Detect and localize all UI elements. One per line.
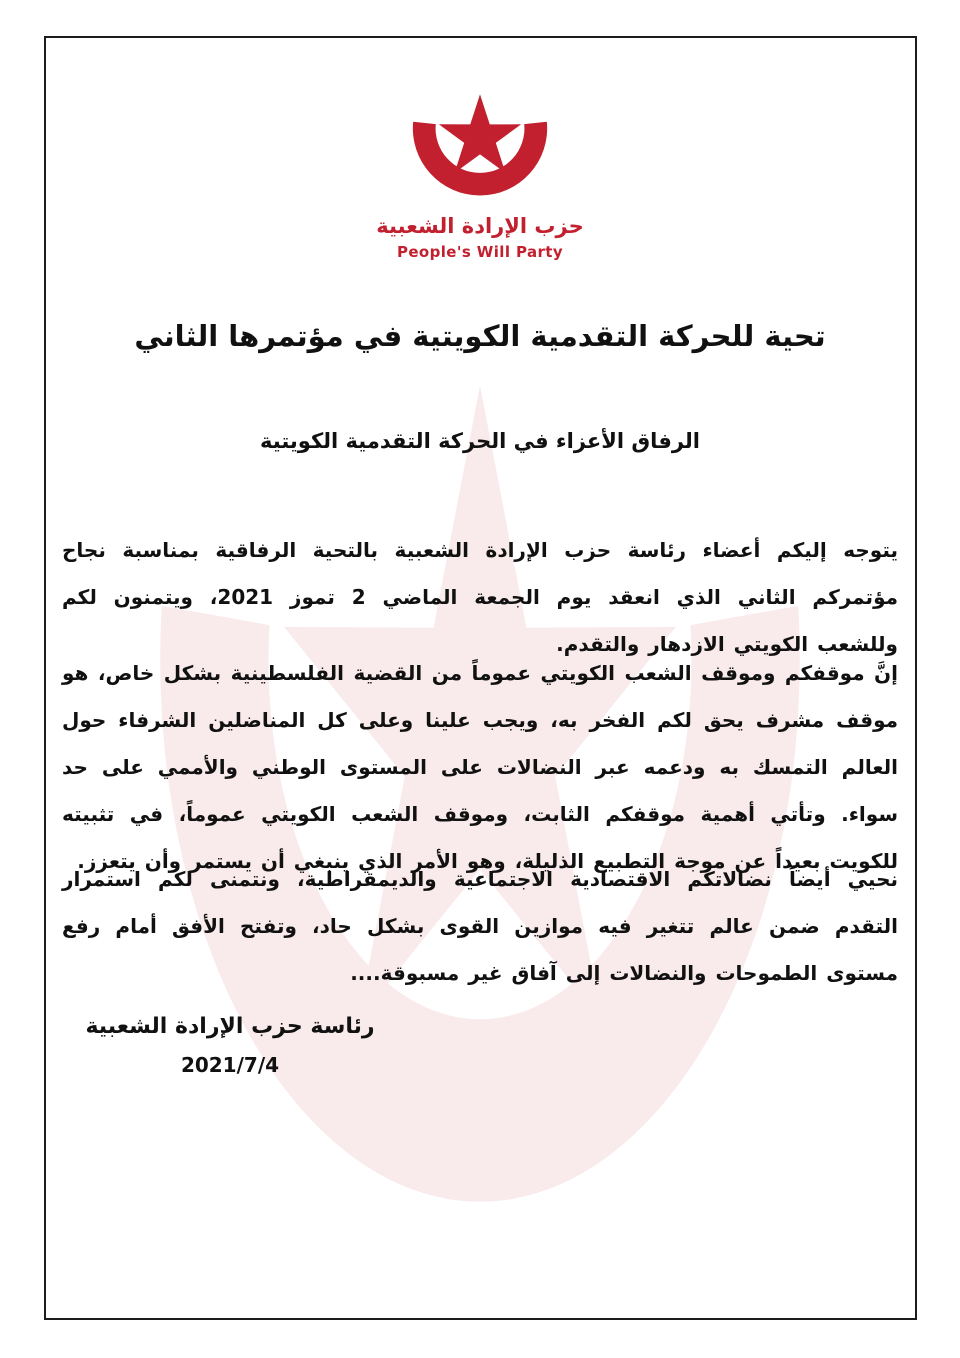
party-name-arabic: حزب الإرادة الشعبية — [376, 214, 584, 238]
crescent-star-logo-icon — [404, 80, 556, 210]
letter-salutation: الرفاق الأعزاء في الحركة التقدمية الكويتية — [260, 429, 700, 453]
letter-title: تحية للحركة التقدمية الكويتية في مؤتمرها الثاني — [134, 319, 826, 353]
letter-paragraph-1: يتوجه إليكم أعضاء رئاسة حزب الإرادة الشعبية بالتحية الرفاقية بمناسبة نجاح مؤتمركم الثاني الذي انعقد يوم الجمعة الماضي 2 تموز 2021، ويتمنون لكم وللشعب الكويتي الازدهار والتقدم. — [62, 538, 898, 656]
letter-paragraph-2: إنَّ موقفكم وموقف الشعب الكويتي عموماً من القضية الفلسطينية بشكل خاص، هو موقف مشرف يحق لكم الفخر به، ويجب علينا وعلى كل المناضلين الشرفاء حول العالم التمسك به ودعمه عبر النضالات على المستوى الوطني والأممي على حد سواء. وتأتي أهمية موقفكم الثابت، وموقف الشعب الكويتي عموماً، في تثبيته للكويت بعيداً عن موجة التطبيع الذليلة، وهو الأمر الذي ينبغي أن يستمر وأن يتعزز. — [62, 661, 898, 873]
letter-paragraph-3: نحيي أيضاً نضالاتكم الاقتصادية الاجتماعية والديمقراطية، ونتمنى لكم استمرار التقدم ضمن عالم تتغير فيه موازين القوى بشكل حاد، وتفتح الأفق أمام رفع مستوى الطموحات والنضالات إلى آفاق غير مسبوقة.... — [62, 867, 898, 985]
party-name-english: People's Will Party — [396, 243, 564, 261]
signature-name: رئاسة حزب الإرادة الشعبية — [85, 1014, 375, 1039]
party-logo — [0, 80, 960, 261]
signature-date: 2021/7/4 — [180, 1053, 280, 1077]
signature-block — [80, 1014, 380, 1077]
